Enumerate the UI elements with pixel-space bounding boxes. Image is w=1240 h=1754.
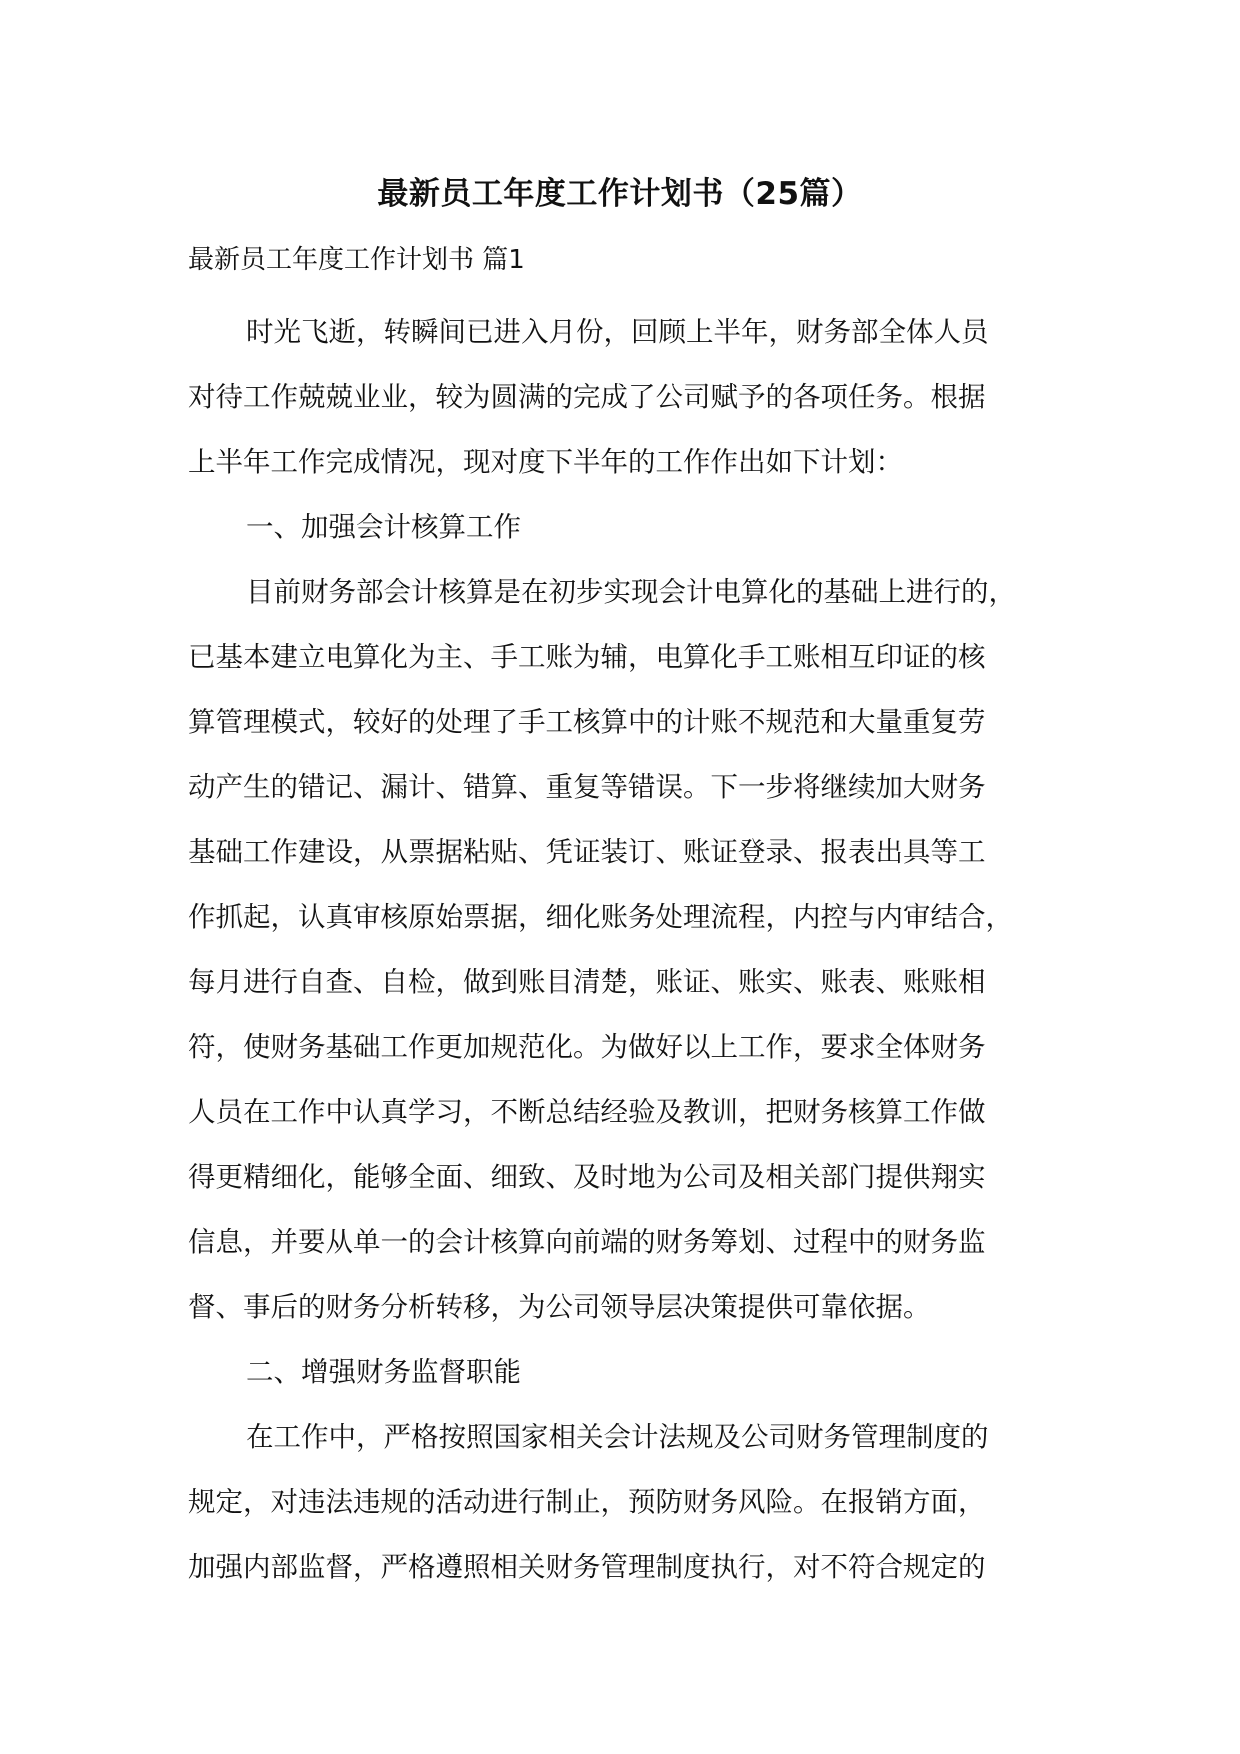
text-line: 符，使财务基础工作更加规范化。为做好以上工作，要求全体财务 bbox=[188, 1031, 986, 1063]
text-line: 规定，对违法违规的活动进行制止，预防财务风险。在报销方面， bbox=[188, 1486, 986, 1518]
text-line: 督、事后的财务分析转移，为公司领导层决策提供可靠依据。 bbox=[188, 1291, 931, 1323]
text-line: 信息，并要从单一的会计核算向前端的财务筹划、过程中的财务监 bbox=[188, 1226, 986, 1258]
text-line: 作抓起，认真审核原始票据，细化账务处理流程，内控与内审结合， bbox=[188, 901, 1013, 933]
text-line: 算管理模式，较好的处理了手工核算中的计账不规范和大量重复劳 bbox=[188, 706, 986, 738]
text-line: 得更精细化，能够全面、细致、及时地为公司及相关部门提供翔实 bbox=[188, 1161, 986, 1193]
section-heading: 最新员工年度工作计划书 篇1 bbox=[188, 245, 525, 275]
text-line: 人员在工作中认真学习，不断总结经验及教训，把财务核算工作做 bbox=[188, 1096, 986, 1128]
section-heading-line: 二、增强财务监督职能 bbox=[246, 1356, 521, 1388]
text-line: 在工作中，严格按照国家相关会计法规及公司财务管理制度的 bbox=[246, 1421, 989, 1453]
text-line: 对待工作兢兢业业，较为圆满的完成了公司赋予的各项任务。根据 bbox=[188, 381, 986, 413]
text-line: 目前财务部会计核算是在初步实现会计电算化的基础上进行的， bbox=[246, 576, 1016, 608]
document-title: 最新员工年度工作计划书（25篇） bbox=[377, 176, 863, 212]
text-line: 动产生的错记、漏计、错算、重复等错误。下一步将继续加大财务 bbox=[188, 771, 986, 803]
section-heading-line: 一、加强会计核算工作 bbox=[246, 511, 521, 543]
text-line: 上半年工作完成情况，现对度下半年的工作作出如下计划： bbox=[188, 446, 903, 478]
body-text bbox=[188, 300, 1068, 1600]
text-line: 基础工作建设，从票据粘贴、凭证装订、账证登录、报表出具等工 bbox=[188, 836, 986, 868]
text-line: 时光飞逝，转瞬间已进入月份，回顾上半年，财务部全体人员 bbox=[246, 316, 989, 348]
text-line: 加强内部监督，严格遵照相关财务管理制度执行，对不符合规定的 bbox=[188, 1551, 986, 1583]
text-line: 每月进行自查、自检，做到账目清楚，账证、账实、账表、账账相 bbox=[188, 966, 986, 998]
text-line: 已基本建立电算化为主、手工账为辅，电算化手工账相互印证的核 bbox=[188, 641, 986, 673]
